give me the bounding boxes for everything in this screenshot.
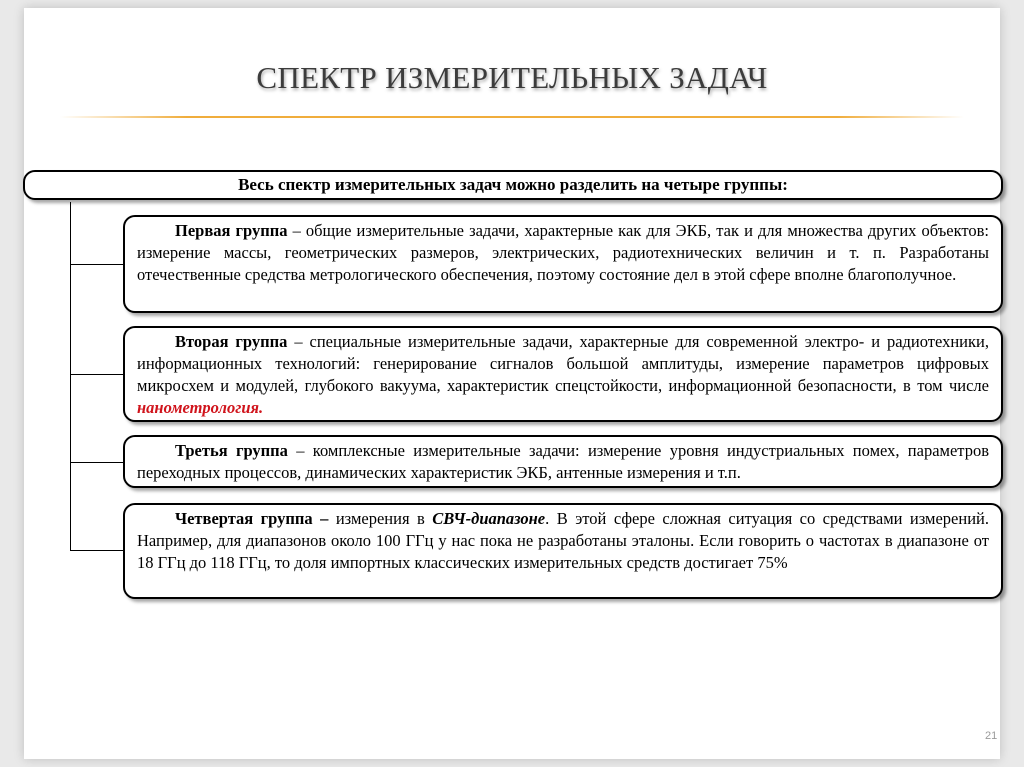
tree-connector-group-2 (70, 374, 123, 375)
tree-connector-group-3 (70, 462, 123, 463)
title-underline (60, 116, 964, 118)
group-4-dash: – (312, 509, 336, 528)
group-3-text: – комплексные измерительные задачи: измерение уровня индустриальных помех, параметров переходных процессов, динамических характеристик ЭКБ, антенные измерения и т.п. (137, 441, 989, 482)
group-2-text: – специальные измерительные задачи, характерные для современной электро- и радиотехники, информационных технологий: генерирование сигналов большой амплитуды, измерение параметров цифровых микросхем и модулей, глубокого вакуума, характеристик спецстойкости, информационной безопасности, в том числе (137, 332, 989, 395)
group-4-emphasis: СВЧ-диапазоне (432, 509, 546, 528)
group-4-text-start: измерения в (335, 509, 433, 528)
group-4-text-end: . В этой сфере сложная ситуация со средствами измерений. Например, для диапазонов около 100 ГГц у нас пока не разработаны эталоны. Если говорить о частотах в диапазоне от 18 ГГц до 118 ГГц, то доля импортных классических измерительных средств достигает 75% (137, 509, 989, 572)
group-1-text: – общие измерительные задачи, характерные как для ЭКБ, так и для множества других объектов: измерение массы, геометрических размеров, электрических, радиотехнических величин и т. п. Разработаны отечественные средства метрологического обеспечения, поэтому состояние дел в этой сфере вполне благополучное. (137, 221, 990, 284)
group-1-title: Первая группа (175, 221, 288, 240)
group-2-title: Вторая группа (175, 332, 288, 351)
group-1-box (123, 215, 1003, 313)
group-3-box (123, 435, 1003, 488)
tree-connector-group-4 (70, 550, 123, 551)
page-title: СПЕКТР ИЗМЕРИТЕЛЬНЫХ ЗАДАЧ (256, 60, 768, 95)
tree-connector-group-1 (70, 264, 123, 265)
page-number: 21 (985, 730, 998, 742)
group-4-box (123, 503, 1003, 599)
group-3-title: Третья группа (175, 441, 288, 460)
summary-header-box: Весь спектр измерительных задач можно разделить на четыре группы: (23, 170, 1003, 200)
group-2-box (123, 326, 1003, 422)
group-2-highlight-term: нанометрология. (137, 398, 264, 417)
tree-connector-vertical (70, 202, 71, 550)
group-4-title: Четвертая группа (175, 509, 313, 528)
